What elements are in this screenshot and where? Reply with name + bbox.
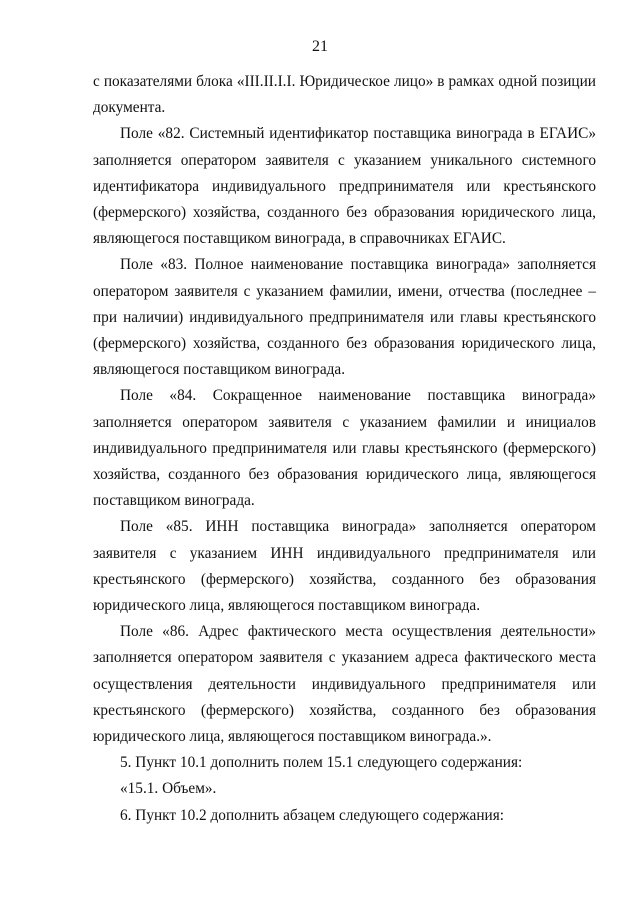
paragraph-field-84: Поле «84. Сокращенное наименование поставщика винограда» заполняется оператором заявителя с указанием фамилии и инициалов индивидуального предпринимателя или главы крестьянского (фермерского) хозяйства, созданного без образования юридического лица, являющегося поставщиком винограда. bbox=[93, 387, 596, 510]
paragraph-field-83: Поле «83. Полное наименование поставщика винограда» заполняется оператором заявителя с указанием фамилии, имени, отчества (последнее – при наличии) индивидуального предпринимателя или главы крестьянского (фермерского) хозяйства, созданного без образования юридического лица, являющегося поставщиком винограда. bbox=[93, 256, 596, 379]
paragraph-field-86: Поле «86. Адрес фактического места осуществления деятельности» заполняется оператором заявителя с указанием адреса фактического места осуществления деятельности индивидуального предпринимателя или крестьянского (фермерского) хозяйства, созданного без образования юридического лица, являющегося поставщиком винограда.». bbox=[93, 623, 596, 746]
paragraph-continuation: с показателями блока «III.II.I.I. Юридическое лицо» в рамках одной позиции документа. bbox=[93, 73, 596, 117]
paragraph-field-85: Поле «85. ИНН поставщика винограда» заполняется оператором заявителя с указанием ИНН индивидуального предпринимателя или крестьянского (фермерского) хозяйства, созданного без образования юридического лица, являющегося поставщиком винограда. bbox=[93, 518, 596, 615]
paragraph-item-5: 5. Пункт 10.1 дополнить полем 15.1 следующего содержания: bbox=[120, 754, 523, 772]
document-body bbox=[93, 69, 596, 829]
paragraph-item-15-1: «15.1. Объем». bbox=[120, 780, 217, 798]
paragraph-field-82: Поле «82. Системный идентификатор поставщика винограда в ЕГАИС» заполняется оператором заявителя с указанием уникального системного идентификатора индивидуального предпринимателя или крестьянского (фермерского) хозяйства, созданного без образования юридического лица, являющегося поставщиком винограда, в справочниках ЕГАИС. bbox=[93, 125, 596, 248]
paragraph-item-6: 6. Пункт 10.2 дополнить абзацем следующего содержания: bbox=[120, 806, 504, 824]
page-number: 21 bbox=[312, 38, 328, 55]
